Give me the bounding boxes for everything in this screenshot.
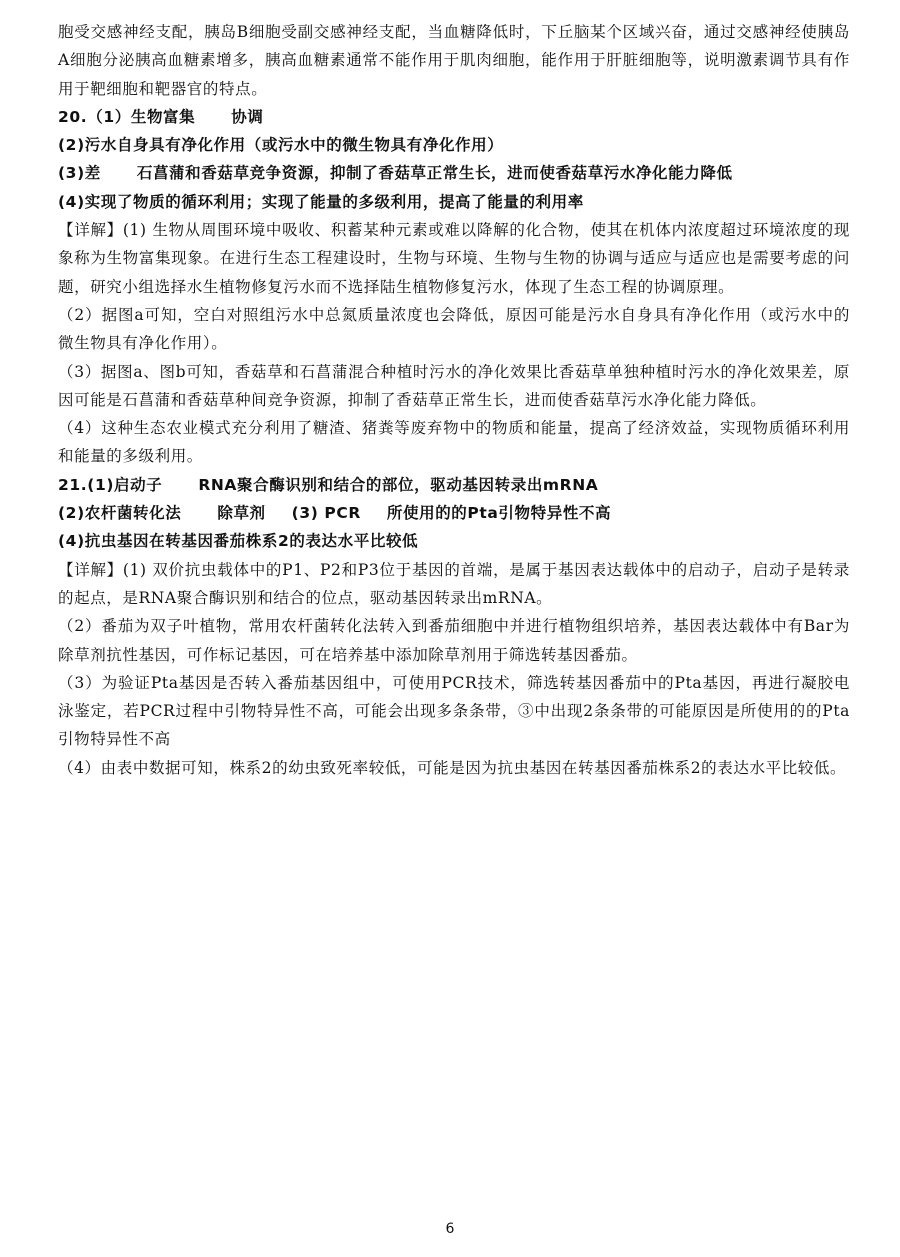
q20-detail-4: （4）这种生态农业模式充分利用了糖渣、猪粪等废弃物中的物质和能量，提高了经济效益，实现物质循环利用和能量的多级利用。 [58,419,850,466]
q21-detail-3: （3）为验证Pta基因是否转入番茄基因组中，可使用PCR技术，筛选转基因番茄中的Pta基因，再进行凝胶电泳鉴定，若PCR过程中引物特异性不高，可能会出现多条条带，③中出现2条条带的可能原因是所使用的的Pta引物特异性不高 [58,673,850,749]
q20-answer-3 [58,159,850,187]
q21-a1b: RNA聚合酶识别和结合的部位，驱动基因转录出mRNA [198,475,599,494]
q21-a1: 21.(1)启动子 [58,475,163,494]
q20-answer-2: (2)污水自身具有净化作用（或污水中的微生物具有净化作用） [58,136,504,155]
q21-a2: (2)农杆菌转化法 [58,504,182,523]
q20-a1: 20.（1）生物富集 [58,107,196,126]
q21-detail-4: （4）由表中数据可知，株系2的幼虫致死率较低，可能是因为抗虫基因在转基因番茄株系2的表达水平比较低。 [58,758,847,777]
q21-a3b: 所使用的的Pta引物特异性不高 [386,504,612,523]
page-number: 6 [445,1221,455,1237]
q20-detail-2: （2）据图a可知，空白对照组污水中总氮质量浓度也会降低，原因可能是污水自身具有净化作用（或污水中的微生物具有净化作用）。 [58,305,850,353]
q21-a2b: 除草剂 [217,504,266,523]
top-paragraph: 胞受交感神经支配，胰岛B细胞受副交感神经支配，当血糖降低时，下丘脑某个区域兴奋，通过交感神经使胰岛A细胞分泌胰高血糖素增多，胰高血糖素通常不能作用于肌肉细胞，能作用于肝脏细胞等，说明激素调节具有作用于靶细胞和靶器官的特点。 [58,23,850,98]
q21-a3: (3) PCR [291,504,361,523]
q20-a3: (3)差 [58,164,101,183]
q20-answer-1 [58,103,850,131]
q20-detail-3: （3）据图a、图b可知，香菇草和石菖蒲混合种植时污水的净化效果比香菇草单独种植时污水的净化效果差，原因可能是石菖蒲和香菇草种间竞争资源，抑制了香菇草正常生长，进而使香菇草污水净化能力降低。 [58,362,850,409]
q21-answer-2 [58,499,850,527]
q21-detail-2: （2）番茄为双子叶植物，常用农杆菌转化法转入到番茄细胞中并进行植物组织培养，基因表达载体中有Bar为除草剂抗性基因，可作标记基因，可在培养基中添加除草剂用于筛选转基因番茄。 [58,617,850,664]
q20-a1b: 协调 [231,107,264,126]
answer-page [58,18,850,782]
q20-answer-4: (4)实现了物质的循环利用；实现了能量的多级利用，提高了能量的利用率 [58,192,584,211]
q21-answer-4: (4)抗虫基因在转基因番茄株系2的表达水平比较低 [58,532,419,551]
q21-detail-1: 【详解】(1) 双价抗虫载体中的P1、P2和P3位于基因的首端，是属于基因表达载体中的启动子，启动子是转录的起点，是RNA聚合酶识别和结合的位点，驱动基因转录出mRNA。 [58,560,850,607]
q20-detail-1: 【详解】(1) 生物从周围环境中吸收、积蓄某种元素或难以降解的化合物，使其在机体内浓度超过环境浓度的现象称为生物富集现象。在进行生态工程建设时，生物与环境、生物与生物的协调与适应与适应也是需要考虑的问题，研究小组选择水生植物修复污水而不选择陆生植物修复污水，体现了生态工程的协调原理。 [58,221,850,296]
q20-a3b: 石菖蒲和香菇草竞争资源，抑制了香菇草正常生长，进而使香菇草污水净化能力降低 [136,164,733,183]
q21-answer-1 [58,471,850,499]
